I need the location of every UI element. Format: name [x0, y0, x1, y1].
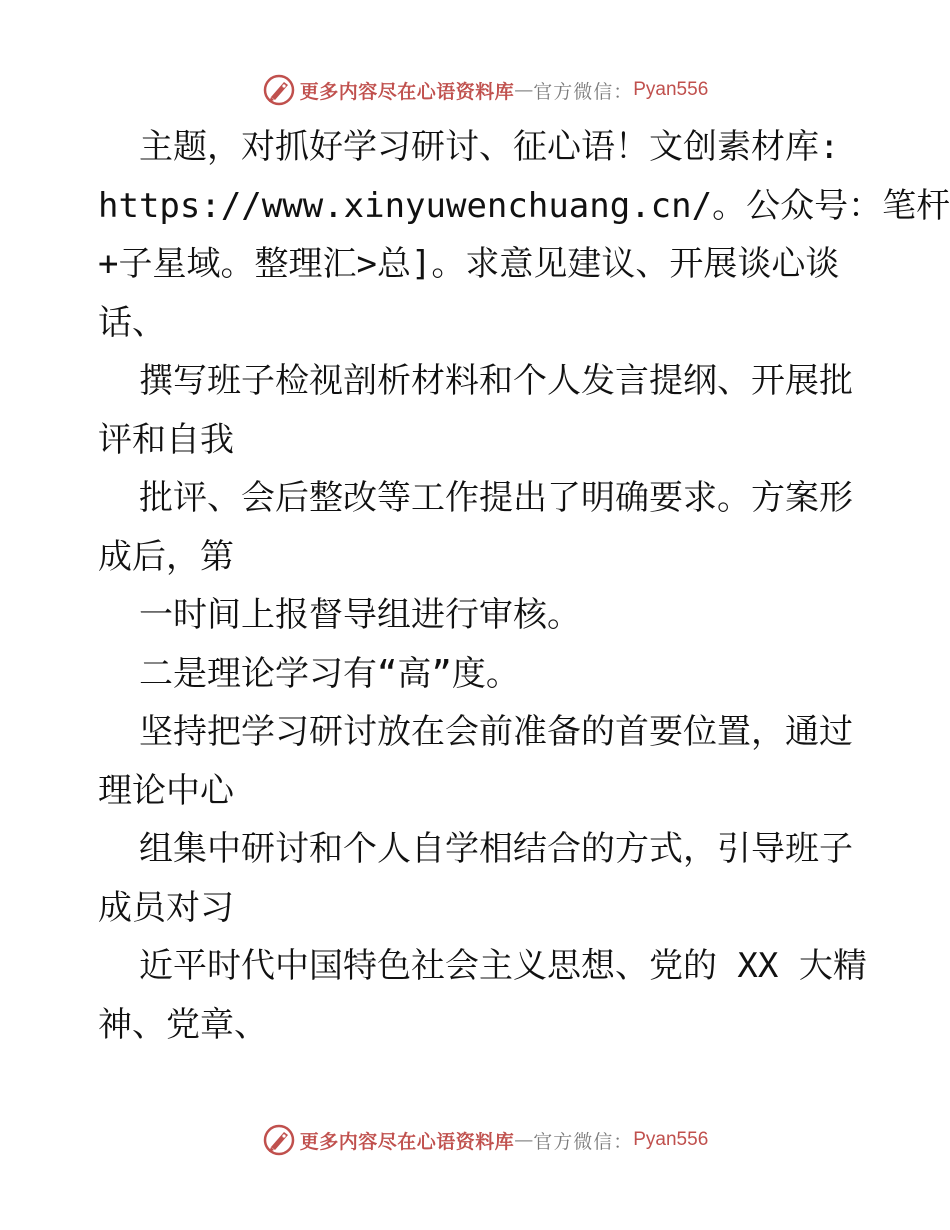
footer-banner-inner [262, 1123, 709, 1157]
body-line: 组集中研讨和个人自学相结合的方式，引导班子 [98, 829, 853, 869]
body-line: 近平时代中国特色社会主义思想、党的 XX 大精 [98, 946, 867, 986]
header-dash: — [514, 79, 534, 101]
body-line: 主题，对抓好学习研讨、征心语！文创素材库: [98, 127, 840, 167]
body-line: 成员对习 [98, 887, 234, 928]
footer-brand-text: 更多内容尽在心语资料库 [299, 1130, 515, 1153]
body-line: 话、 [98, 302, 166, 343]
body-line: 批评、会后整改等工作提出了明确要求。方案形 [98, 478, 853, 518]
footer-dash: — [514, 1129, 534, 1151]
body-line: 神、党章、 [98, 1004, 268, 1045]
body-line: https://www.xinyuwenchuang.cn/。公众号：笔杆 [98, 185, 950, 226]
footer-banner [0, 1120, 950, 1160]
header-wechat-label: 官方微信： [533, 80, 634, 103]
header-banner-inner [262, 73, 709, 107]
header-banner [0, 70, 950, 110]
body-line: +子星域。整理汇>总]。求意见建议、开展谈心谈 [98, 244, 840, 284]
body-line: 成后，第 [98, 536, 234, 577]
document-body [98, 118, 950, 1054]
body-line: 一时间上报督导组进行审核。 [98, 595, 581, 635]
footer-wechat-id: Pyan556 [633, 1129, 709, 1150]
body-line: 坚持把学习研讨放在会前准备的首要位置，通过 [98, 712, 853, 752]
header-brand-text: 更多内容尽在心语资料库 [299, 80, 515, 103]
body-line: 二是理论学习有“高”度。 [98, 653, 520, 694]
body-line: 理论中心 [98, 770, 234, 811]
pen-nib-seal-icon [262, 1123, 296, 1157]
header-wechat-id: Pyan556 [633, 79, 709, 100]
body-line: 评和自我 [98, 419, 234, 460]
pen-nib-seal-icon [262, 73, 296, 107]
body-line: 撰写班子检视剖析材料和个人发言提纲、开展批 [98, 361, 853, 401]
footer-wechat-label: 官方微信： [533, 1130, 634, 1153]
